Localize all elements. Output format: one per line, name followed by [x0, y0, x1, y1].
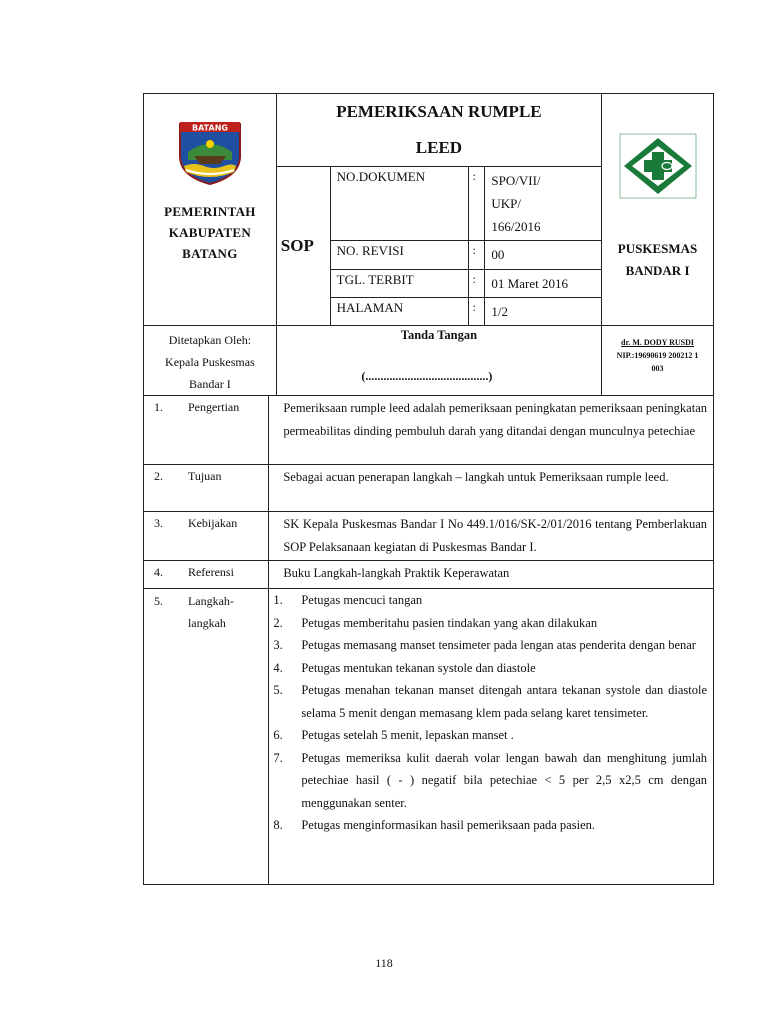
- puskesmas-line-1: PUSKESMAS: [617, 240, 698, 256]
- section-number: 4.: [144, 561, 180, 589]
- signature-blank: (.........................................): [361, 369, 493, 383]
- ditetapkan-line-1: Ditetapkan Oleh:: [168, 333, 252, 347]
- ditetapkan-cell: [144, 326, 277, 396]
- section-key: Kebijakan: [180, 512, 269, 561]
- steps-list: [269, 589, 713, 837]
- signature-cell: [276, 326, 601, 396]
- page-colon: :: [469, 298, 485, 326]
- table-row: [144, 512, 714, 561]
- step-text: Petugas memberitahu pasien tindakan yang akan dilakukan: [301, 615, 598, 630]
- step-text: Petugas mencuci tangan: [301, 593, 423, 607]
- revision-label: NO. REVISI: [330, 241, 469, 270]
- officer-nip-line-2: 003: [651, 364, 664, 373]
- revision-colon: :: [469, 241, 485, 270]
- table-row: [144, 561, 714, 589]
- doc-number-value: [485, 167, 602, 241]
- section-number: 3.: [144, 512, 180, 561]
- step-number: 1.: [273, 593, 283, 607]
- revision-value: 00: [485, 241, 602, 270]
- page-number: 118: [375, 956, 393, 970]
- sop-label: SOP: [276, 167, 330, 326]
- section-key-line-2: langkah: [187, 616, 226, 630]
- title-line-2: LEED: [415, 138, 463, 157]
- step-number: 6.: [273, 728, 283, 742]
- doc-number-colon: :: [469, 167, 485, 241]
- puskesmas-line-2: BANDAR I: [625, 262, 690, 278]
- section-text: Pemeriksaan rumple leed adalah pemeriksaan peningkatan pemeriksaan peningkatan permeabilitas dinding pembuluh darah yang ditandai dengan munculnya petechiae: [269, 396, 714, 465]
- list-item: [269, 612, 713, 635]
- emblem-text: BATANG: [191, 123, 228, 133]
- section-text: SK Kepala Puskesmas Bandar I No 449.1/016/SK-2/01/2016 tentang Pemberlakuan SOP Pelaksanaan kegiatan di Puskesmas Bandar I.: [269, 512, 714, 561]
- ditetapkan-line-2: Kepala Puskesmas: [165, 355, 255, 369]
- section-text: Sebagai acuan penerapan langkah – langkah untuk Pemeriksaan rumple leed.: [269, 465, 714, 512]
- signature-label: Tanda Tangan: [400, 328, 478, 342]
- step-text: Petugas mentukan tekanan systole dan diastole: [301, 660, 536, 675]
- officer-nip-line-1: NIP.:19690619 200212 1: [616, 351, 699, 360]
- government-cell: [144, 94, 277, 326]
- step-number: 8.: [273, 818, 283, 832]
- gov-line-1: PEMERINTAH: [164, 204, 256, 219]
- page-value: 1/2: [485, 298, 602, 326]
- list-item: [269, 747, 713, 815]
- title-line-1: PEMERIKSAAN RUMPLE: [336, 102, 542, 121]
- step-text: Petugas memeriksa kulit daerah volar lengan bawah dan menghitung jumlah petechiae hasil ( - ) negatif bila petechiae < 5 per 2,5 x2,5 cm dengan menggunakan senter.: [301, 750, 707, 810]
- table-row: [144, 589, 714, 885]
- step-text: Petugas memasang manset tensimeter pada lengan atas penderita dengan benar: [301, 638, 696, 652]
- government-name: [144, 201, 276, 264]
- list-item: [269, 589, 713, 612]
- step-text: Petugas menginformasikan hasil pemeriksaan pada pasien.: [301, 818, 595, 832]
- table-row: [144, 465, 714, 512]
- step-number: 2.: [273, 615, 283, 630]
- list-item: [269, 814, 713, 837]
- step-number: 5.: [273, 683, 283, 697]
- step-number: 7.: [273, 750, 283, 765]
- batang-emblem-icon: [144, 116, 276, 191]
- officer-name: dr. M. DODY RUSDI: [621, 338, 695, 347]
- section-key: Referensi: [180, 561, 269, 589]
- section-number: 2.: [144, 465, 180, 512]
- steps-cell: [269, 589, 714, 885]
- sop-header-table: [143, 93, 714, 396]
- list-item: [269, 634, 713, 657]
- list-item: [269, 679, 713, 724]
- officer-cell: [602, 326, 714, 396]
- gov-line-3: BATANG: [182, 246, 238, 261]
- section-key: Pengertian: [180, 396, 269, 465]
- doc-number-line-3: 166/2016: [491, 219, 541, 234]
- table-row: [144, 396, 714, 465]
- step-number: 3.: [273, 638, 283, 652]
- puskesmas-cell: [602, 94, 714, 326]
- list-item: [269, 724, 713, 747]
- puskesmas-logo-icon: [602, 132, 713, 200]
- sop-content-table: [143, 395, 714, 885]
- page-label: HALAMAN: [330, 298, 469, 326]
- document-title: [276, 94, 601, 167]
- gov-line-2: KABUPATEN: [168, 225, 252, 240]
- doc-number-label: NO.DOKUMEN: [330, 167, 469, 241]
- section-key: [180, 589, 269, 885]
- issue-date-colon: :: [469, 270, 485, 298]
- step-number: 4.: [273, 660, 283, 675]
- doc-number-line-2: UKP/: [491, 196, 522, 211]
- section-number: 5.: [144, 589, 180, 885]
- step-text: Petugas menahan tekanan manset ditengah antara tekanan systole dan diastole selama 5 menit dengan memasang klem pada selang karet tensimeter.: [301, 683, 707, 720]
- section-key-line-1: Langkah-: [187, 594, 234, 608]
- section-key: Tujuan: [180, 465, 269, 512]
- step-text: Petugas setelah 5 menit, lepaskan manset .: [301, 728, 514, 742]
- section-text: Buku Langkah-langkah Praktik Keperawatan: [269, 561, 714, 589]
- doc-number-line-1: SPO/VII/: [491, 173, 541, 188]
- section-number: 1.: [144, 396, 180, 465]
- ditetapkan-line-3: Bandar I: [189, 377, 231, 391]
- issue-date-value: 01 Maret 2016: [485, 270, 602, 298]
- issue-date-label: TGL. TERBIT: [330, 270, 469, 298]
- list-item: [269, 657, 713, 680]
